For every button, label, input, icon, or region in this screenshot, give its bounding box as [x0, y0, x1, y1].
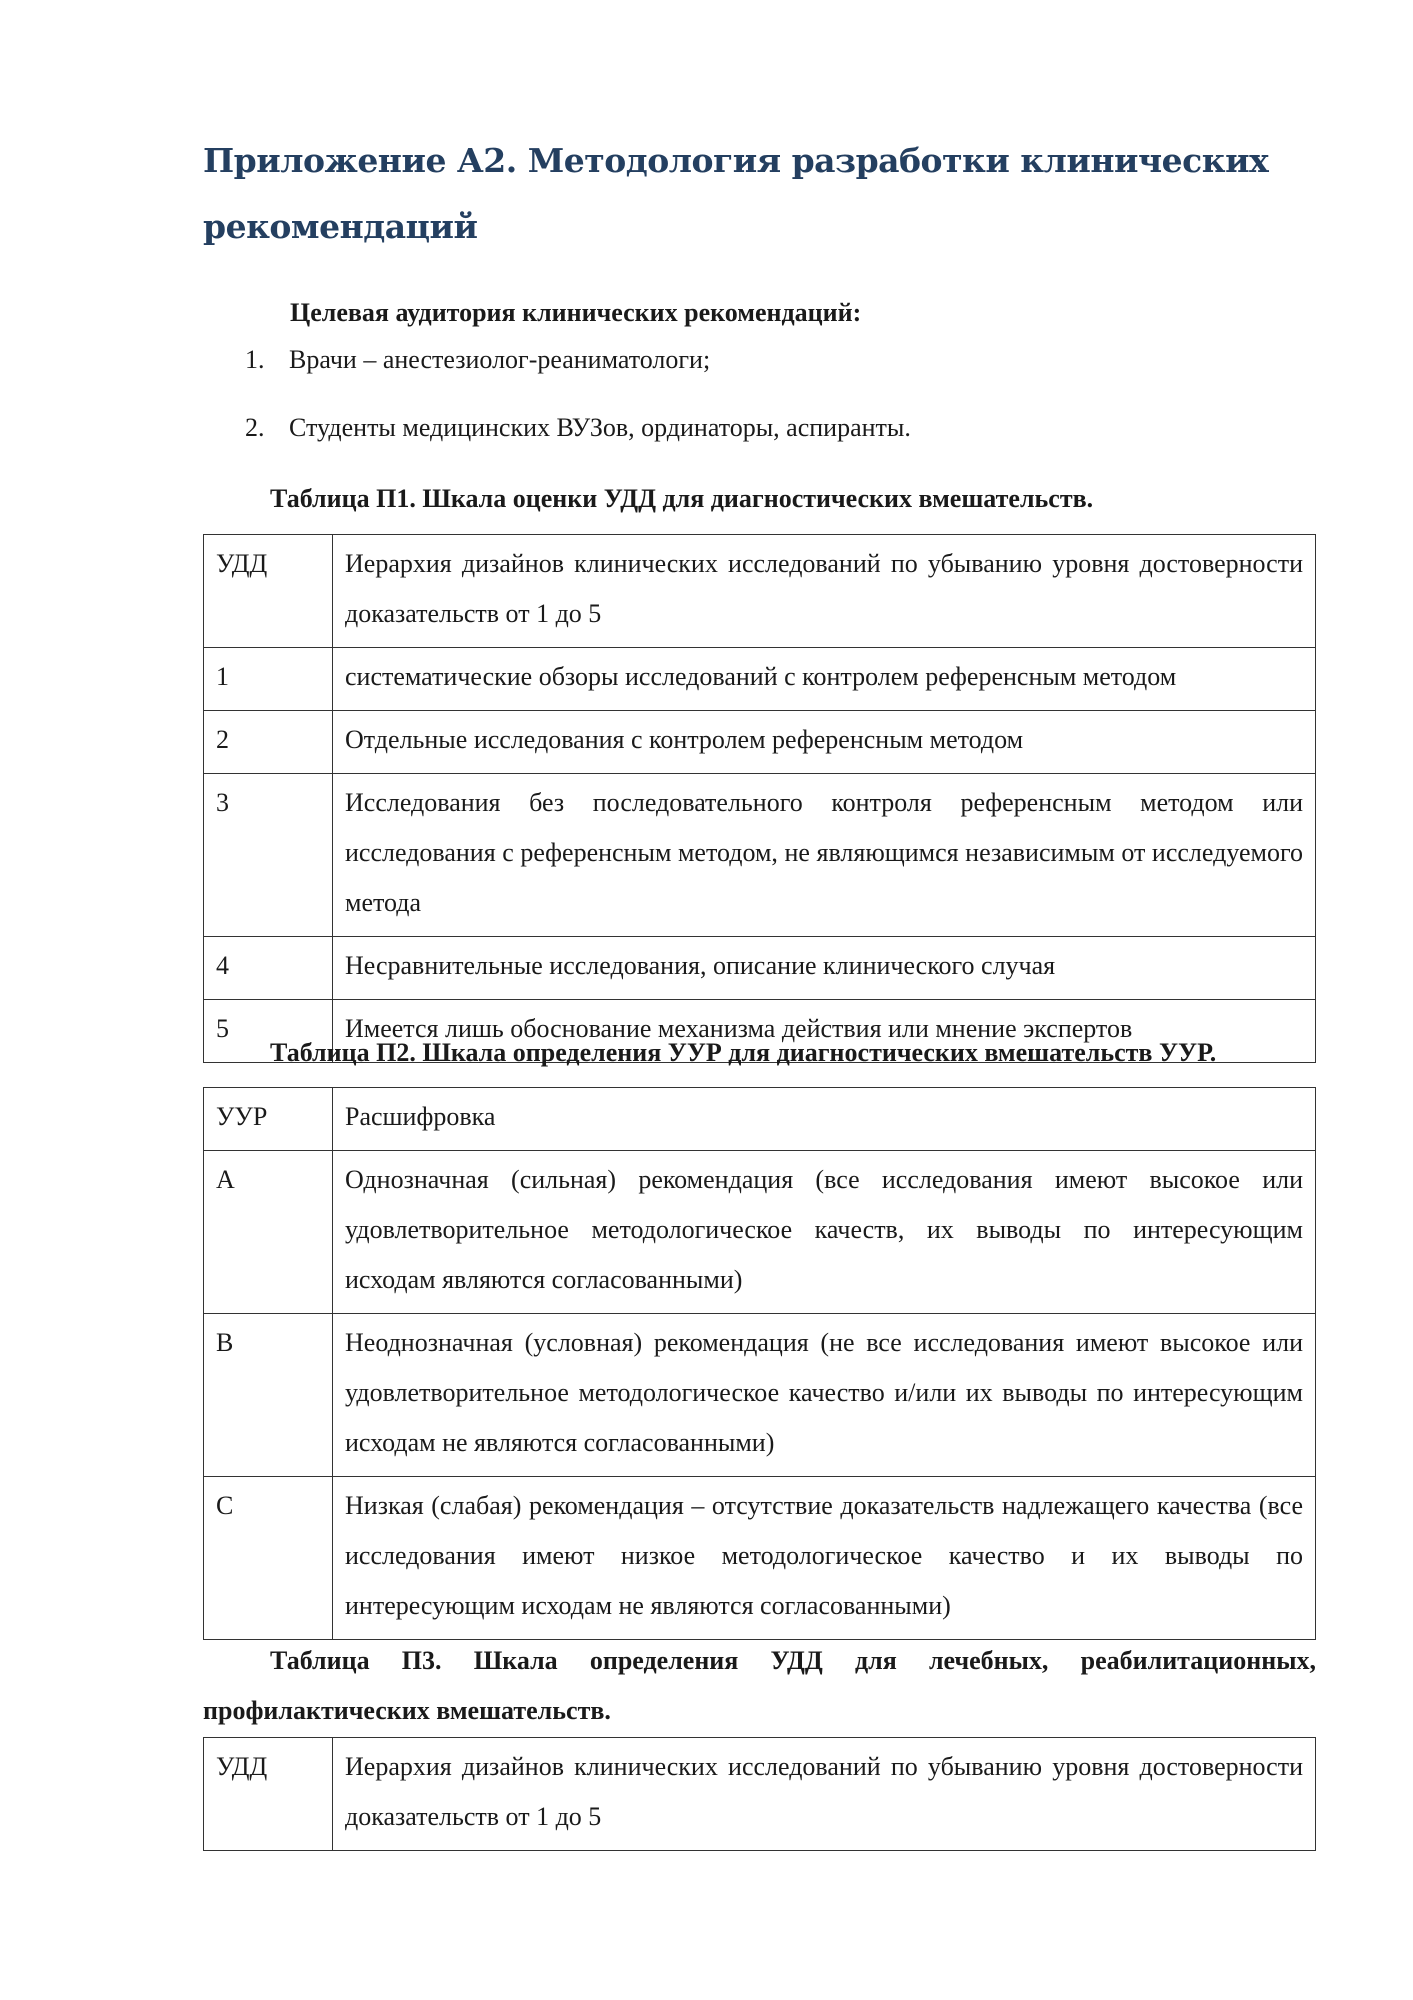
cell-code: 4 — [204, 937, 333, 1000]
table-row — [204, 648, 1316, 711]
target-audience-heading: Целевая аудитория клинических рекомендаций: — [290, 298, 862, 327]
page-title: Приложение А2. Методология разработки клинических рекомендаций — [203, 141, 1269, 246]
list-item — [245, 413, 911, 481]
cell-desc: Неоднозначная (условная) рекомендация (не все исследования имеют высокое или удовлетворительное методологическое качество и/или их выводы по интересующим исходам не являются согласованными) — [333, 1314, 1316, 1477]
header-cell-code: УУР — [204, 1088, 333, 1151]
table-row — [204, 1314, 1316, 1477]
list-item-text: Врачи – анестезиолог-реаниматологи; — [289, 345, 711, 374]
cell-desc: Исследования без последовательного контроля референсным методом или исследования с референсным методом, не являющимся независимым от исследуемого метода — [333, 774, 1316, 937]
table-row — [204, 1477, 1316, 1640]
cell-desc: систематические обзоры исследований с контролем референсным методом — [333, 648, 1316, 711]
list-item-number: 1. — [245, 345, 265, 374]
table-header-row — [204, 1738, 1316, 1851]
table-p1 — [203, 534, 1316, 1063]
table-p3-caption: Таблица П3. Шкала определения УДД для лечебных, реабилитационных, профилактических вмешательств. — [203, 1646, 1316, 1725]
cell-code: 5 — [204, 1000, 333, 1063]
header-cell-desc: Расшифровка — [333, 1088, 1316, 1151]
cell-code: B — [204, 1314, 333, 1477]
table-header-row — [204, 1088, 1316, 1151]
table-row — [204, 937, 1316, 1000]
table-p3 — [203, 1737, 1316, 1851]
cell-desc: Низкая (слабая) рекомендация – отсутствие доказательств надлежащего качества (все исследования имеют низкое методологическое качество и их выводы по интересующим исходам не являются согласованными) — [333, 1477, 1316, 1640]
cell-desc: Имеется лишь обоснование механизма действия или мнение экспертов — [333, 1000, 1316, 1063]
header-cell-code: УДД — [204, 535, 333, 648]
table-row — [204, 1151, 1316, 1314]
table-p2-caption: Таблица П2. Шкала определения УУР для диагностических вмешательств УУР. — [270, 1038, 1217, 1067]
table-p1-caption: Таблица П1. Шкала оценки УДД для диагностических вмешательств. — [270, 484, 1094, 513]
header-cell-code: УДД — [204, 1738, 333, 1851]
list-item — [245, 345, 911, 413]
table-p2 — [203, 1087, 1316, 1640]
cell-code: 1 — [204, 648, 333, 711]
cell-code: 3 — [204, 774, 333, 937]
list-item-text: Студенты медицинских ВУЗов, ординаторы, аспиранты. — [289, 413, 911, 442]
cell-desc: Несравнительные исследования, описание клинического случая — [333, 937, 1316, 1000]
table-row — [204, 711, 1316, 774]
cell-code: 2 — [204, 711, 333, 774]
list-item-number: 2. — [245, 413, 265, 442]
cell-code: A — [204, 1151, 333, 1314]
table-row — [204, 774, 1316, 937]
header-cell-desc: Иерархия дизайнов клинических исследований по убыванию уровня достоверности доказательств от 1 до 5 — [333, 1738, 1316, 1851]
header-cell-desc: Иерархия дизайнов клинических исследований по убыванию уровня достоверности доказательств от 1 до 5 — [333, 535, 1316, 648]
cell-code: C — [204, 1477, 333, 1640]
table-header-row — [204, 535, 1316, 648]
target-audience-list — [245, 345, 911, 481]
cell-desc: Отдельные исследования с контролем референсным методом — [333, 711, 1316, 774]
cell-desc: Однозначная (сильная) рекомендация (все исследования имеют высокое или удовлетворительное методологическое качеств, их выводы по интересующим исходам являются согласованными) — [333, 1151, 1316, 1314]
